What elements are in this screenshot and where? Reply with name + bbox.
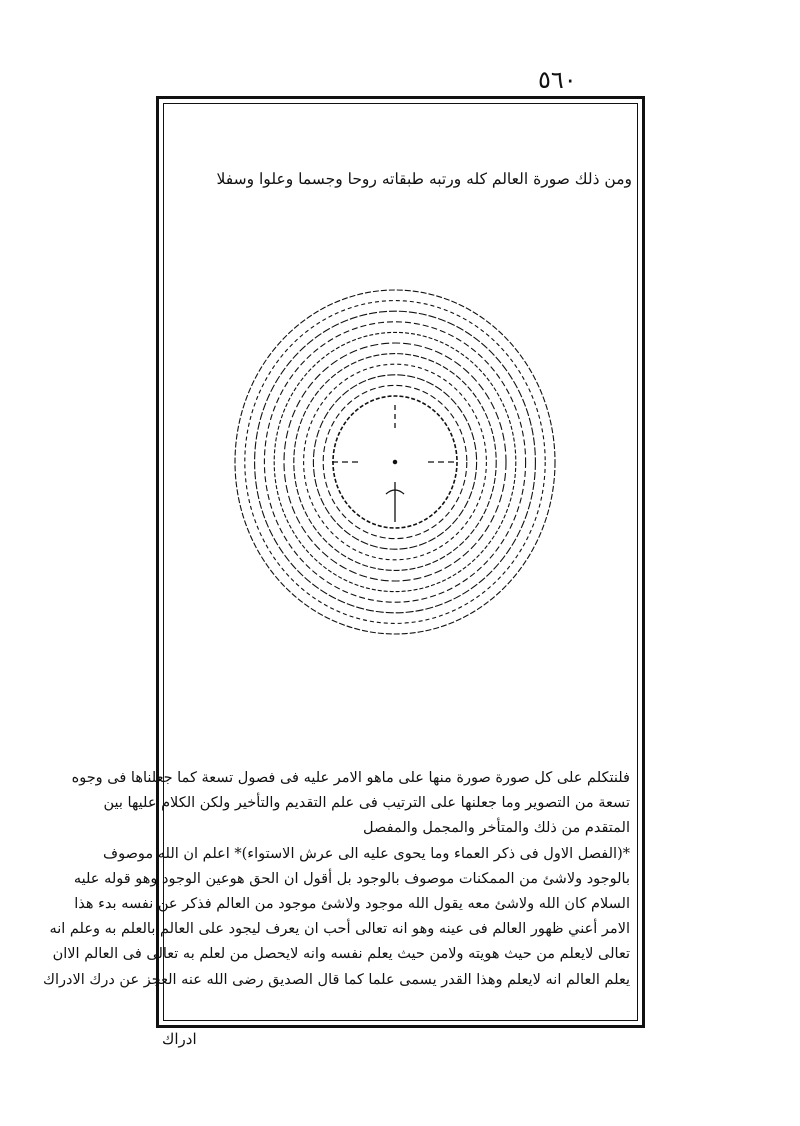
world-diagram [240, 250, 560, 680]
body-text [43, 766, 630, 993]
text-line: فلنتكلم على كل صورة صورة منها على ماهو الامر عليه فى فصول تسعة كما جعلناها فى وجوه [71, 770, 630, 786]
text-line: يعلم العالم انه لايعلم وهذا القدر يسمى علما كما قال الصديق رضى الله عنه العجز عن درك الادراك [43, 971, 630, 988]
figure-heading: ومن ذلك صورة العالم كله ورتبه طبقاته روحا وجسما وعلوا وسفلا [216, 170, 632, 188]
text-line: بالوجود ولاشئ من الممكنات موصوف بالوجود بل أقول ان الحق هوعين الوجود وهو قوله عليه [73, 870, 630, 887]
center-dot [393, 460, 396, 463]
text-line: الامر أعني ظهور العالم فى عينه وهو انه تعالى أحب ان يعرف ليجود على العالم بالعلم به وعلم انه [49, 921, 630, 938]
center-crosshair [332, 405, 458, 522]
text-line: السلام كان الله ولاشئ معه يقول الله موجود ولاشئ موجود من العالم فذكر عن نفسه بدء هذا [74, 895, 630, 912]
text-line: تسعة من التصوير وما جعلنها على الترتيب فى علم التقديم والتأخير ولكن الكلام عليها بين [103, 795, 630, 812]
text-line: *(الفصل الاول فى ذكر العماء وما يحوى عليه الى عرش الاستواء)* اعلم ان الله موصوف [103, 845, 630, 862]
text-line: تعالى لايعلم من حيث هويته ولامن حيث يعلم نفسه وانه لايحصل من لعلم به تعالى فى العالم الاان [52, 946, 630, 963]
text-line: المتقدم من ذلك والمتأخر والمجمل والمفصل [363, 820, 630, 837]
page-number: ٥٦٠ [538, 66, 577, 94]
catchword: ادراك [162, 1030, 197, 1048]
